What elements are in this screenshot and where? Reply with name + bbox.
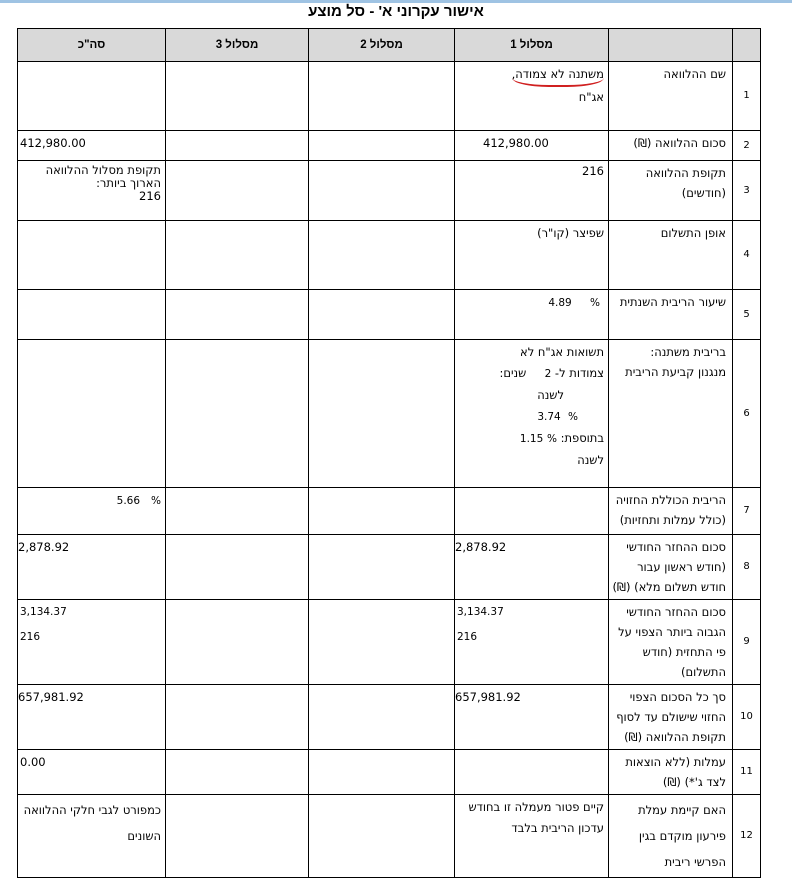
- row-number: 11: [733, 750, 761, 795]
- row-number: 1: [733, 62, 761, 131]
- header-num: [733, 29, 761, 62]
- header-route-1: מסלול 1: [455, 29, 609, 62]
- row-number: 2: [733, 131, 761, 161]
- table-row: [18, 62, 761, 131]
- loan-name-line2: אג"ח: [578, 90, 604, 104]
- table-row: [18, 795, 761, 878]
- table-row: [18, 131, 761, 161]
- longest-period-label: תקופת מסלול ההלוואה הארוך ביותר:: [45, 163, 161, 190]
- row-description: סכום ההחזר החודשי הגבוה ביותר הצפוי על פי התחזית (חודש התשלום): [609, 600, 733, 685]
- row-description: תקופת ההלוואה (חודשים): [609, 161, 733, 221]
- row-number: 8: [733, 535, 761, 600]
- route2-value: [309, 340, 455, 488]
- route3-value: [166, 600, 309, 685]
- route3-value: [166, 795, 309, 878]
- route3-value: [166, 62, 309, 131]
- route2-value: [309, 221, 455, 290]
- header-route-3: מסלול 3: [166, 29, 309, 62]
- route3-value: [166, 750, 309, 795]
- row-number: 12: [733, 795, 761, 878]
- route2-value: [309, 290, 455, 340]
- header-route-2: מסלול 2: [309, 29, 455, 62]
- route2-value: [309, 131, 455, 161]
- route2-value: [309, 161, 455, 221]
- interest-rate-value: 4.89: [548, 297, 572, 309]
- route2-value: [309, 685, 455, 750]
- total-value: 657,981.92: [18, 685, 166, 750]
- desc-line2: מנגנון קביעת הריבית: [625, 365, 726, 379]
- row-description: שם ההלוואה: [609, 62, 733, 131]
- table-row: [18, 488, 761, 535]
- row-number: 5: [733, 290, 761, 340]
- desc-line1: בריבית משתנה:: [650, 345, 726, 359]
- header-total: סה"כ: [18, 29, 166, 62]
- row-description: [609, 340, 733, 488]
- total-value: [18, 600, 166, 685]
- route1-value: [455, 340, 609, 488]
- max-payment-value: 3,134.37: [457, 606, 504, 618]
- mechanism-line4: % 3.74: [537, 411, 578, 423]
- mechanism-line1: תשואות אג"ח לא: [520, 345, 604, 359]
- row-description: עמלות (ללא הוצאות לצד ג'*) (₪): [609, 750, 733, 795]
- mechanism-line3: לשנה: [537, 388, 564, 402]
- route2-value: [309, 795, 455, 878]
- row-description: האם קיימת עמלת פירעון מוקדם בגין הפרשי ריבית: [609, 795, 733, 878]
- total-value: 0.00: [18, 750, 166, 795]
- route1-value: 216: [455, 161, 609, 221]
- route1-value: [455, 290, 609, 340]
- route3-value: [166, 290, 309, 340]
- max-payment-month: 216: [20, 631, 41, 643]
- route3-value: [166, 131, 309, 161]
- table-row: [18, 221, 761, 290]
- document-title: אישור עקרוני א' - סל מוצע: [308, 3, 484, 20]
- row-number: 10: [733, 685, 761, 750]
- table-row: [18, 685, 761, 750]
- row-number: 6: [733, 340, 761, 488]
- table-row: [18, 340, 761, 488]
- row-number: 3: [733, 161, 761, 221]
- route2-value: [309, 750, 455, 795]
- route3-value: [166, 535, 309, 600]
- row-description: סכום ההלוואה (₪): [609, 131, 733, 161]
- total-value: [18, 488, 166, 535]
- row-description: הריבית הכוללת החזויה (כולל עמלות ותחזיות): [609, 488, 733, 535]
- route2-value: [309, 535, 455, 600]
- max-payment-value: 3,134.37: [20, 606, 67, 618]
- row-description: סך כל הסכום הצפוי החזוי שישולם עד לסוף תקופת ההלוואה (₪): [609, 685, 733, 750]
- total-value: כמפורט לגבי חלקי ההלוואה השונים: [18, 795, 166, 878]
- route3-value: [166, 488, 309, 535]
- route3-value: [166, 340, 309, 488]
- loan-offer-table: [17, 28, 761, 878]
- route3-value: [166, 161, 309, 221]
- route1-value: [455, 488, 609, 535]
- table-row: [18, 750, 761, 795]
- route1-value: 412,980.00: [455, 131, 609, 161]
- longest-period-value: 216: [139, 189, 161, 203]
- table-row: [18, 600, 761, 685]
- route1-value: 657,981.92: [455, 685, 609, 750]
- max-payment-month: 216: [457, 631, 478, 643]
- row-description: שיעור הריבית השנתית: [609, 290, 733, 340]
- total-value: 2,878.92: [18, 535, 166, 600]
- table-row: [18, 535, 761, 600]
- route3-value: [166, 221, 309, 290]
- route3-value: [166, 685, 309, 750]
- row-number: 4: [733, 221, 761, 290]
- route1-value: שפיצר (קו"ר): [455, 221, 609, 290]
- total-value: [18, 340, 166, 488]
- total-value: [18, 62, 166, 131]
- route2-value: [309, 488, 455, 535]
- row-number: 7: [733, 488, 761, 535]
- total-value: [18, 290, 166, 340]
- route2-value: [309, 600, 455, 685]
- row-number: 9: [733, 600, 761, 685]
- mechanism-line2: צמודות ל- 2 שנים:: [499, 366, 604, 380]
- route1-value: [455, 750, 609, 795]
- total-value: [18, 161, 166, 221]
- mechanism-line5: בתוספת: % 1.15: [519, 431, 604, 445]
- table-row: [18, 161, 761, 221]
- row-description: אופן התשלום: [609, 221, 733, 290]
- total-interest-value: 5.66: [116, 495, 141, 507]
- loan-name-line1: משתנה לא צמודה,: [512, 64, 604, 87]
- route1-value: [455, 62, 609, 131]
- header-description: [609, 29, 733, 62]
- percent-sign: %: [590, 297, 600, 309]
- table-row: [18, 290, 761, 340]
- row-description: סכום ההחזר החודשי (חודש ראשון עבור חודש תשלום מלא) (₪): [609, 535, 733, 600]
- percent-sign: %: [151, 495, 161, 507]
- mechanism-line6: לשנה: [577, 453, 604, 467]
- header-row: [18, 29, 761, 62]
- route2-value: [309, 62, 455, 131]
- total-value: [18, 221, 166, 290]
- total-value: 412,980.00: [18, 131, 166, 161]
- route1-value: 2,878.92: [455, 535, 609, 600]
- route1-value: [455, 600, 609, 685]
- route1-value: קיים פטור מעמלה זו בחודש עדכון הריבית בלבד: [455, 795, 609, 878]
